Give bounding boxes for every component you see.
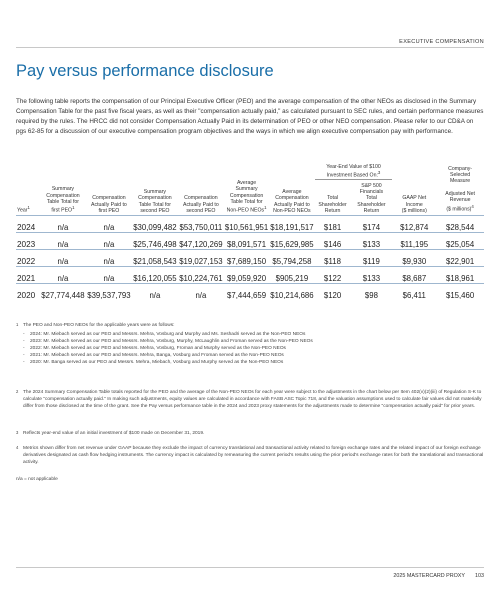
list-item: - 2021: Mr. Miebach served as our PEO and Messrs. Mehra, Banga, Vosburg and Froman served as the Non-PEO NEOs [23, 352, 486, 359]
header-tsr: Total Shareholder Return [318, 195, 347, 215]
table-cell: $122 [315, 266, 351, 283]
header-gaap-net-income: GAAP Net Income ($ millions) [401, 195, 427, 215]
table-row [16, 249, 484, 266]
table-cell: $8,091,571 [224, 232, 269, 249]
table-cell: $905,219 [269, 266, 314, 283]
na-note: n/a = not applicable [16, 477, 58, 482]
footer-divider [16, 567, 484, 568]
header-adjusted-net-revenue: Company- Selected Measure Adjusted Net Revenue ($ millions)$^4$ [445, 165, 475, 213]
table-cell: n/a [86, 232, 132, 249]
table-cell: $11,195 [392, 232, 436, 249]
table-cell: $25,054 [436, 232, 484, 249]
table-cell: $10,561,951 [224, 215, 269, 232]
table-cell: n/a [86, 266, 132, 283]
page-number: 103 [475, 573, 484, 579]
footnote-1: 1 The PEO and Non-PEO NEOs for the applicable years were as follows: - 2024: Mr. Miebach served as our PEO and Messrs. Mehra, Vosburg and Murphy and Ms. Seshadri served as the Non-PEO NEOs - 2023: Mr. Miebach served as our PEO and Messrs. Mehra, Vosburg, Murphy, McLaughlin and Froman served as the Non-PEO NEOs - 2022: Mr. Miebach served as our PEO and Messrs. Mehra, Vosburg, Froman and Murphy served as the Non-PEO NEOs - 2021: Mr. Miebach served as our PEO and Messrs. Mehra, Banga, Vosburg and Froman served as the Non-PEO NEOs - 2020: Mr. Banga served as our PEO and Messrs. Mehra, Miebach, Vosburg and Murphy served as the Non-PEO NEOs [16, 322, 486, 367]
table-cell-year: 2023 [16, 232, 40, 249]
header-year: Year$^1$ [17, 205, 30, 215]
table-cell: $27,774,448 [40, 283, 86, 300]
table-cell: $133 [351, 266, 393, 283]
table-cell: n/a [86, 215, 132, 232]
table-cell: $47,120,269 [178, 232, 224, 249]
table-cell: $9,059,920 [224, 266, 269, 283]
table-row [16, 266, 484, 283]
table-cell: $6,411 [392, 283, 436, 300]
footnote-2: 2 The 2024 Summary Compensation Table totals reported for the PEO and the average of the Non-PEO NEOs for each year were subject to the adjustments in the chart below per Item 402(v)(2)(iii) of Regulation S-K to calculate "compensation actually paid." In making such adjustments, equity values are calculated in accordance with FASB ASC Topic 718, and the valuation assumptions used to calculate fair values did not materially differ from those disclosed at the time of the grant. See the Pay versus performance table in the 2024 and 2023 proxy statements for the adjustments made to determine "compensation actually paid" for prior years. [16, 389, 482, 410]
intro-paragraph: The following table reports the compensation of our Principal Executive Officer (PEO) and the average compensation of the other NEOs as disclosed in the Summary Compensation Table for the past five fiscal years, as well as their "compensation actually paid," as calculated pursuant to SEC rules, and certain performance measures required by the rules. The HRCC did not consider Compensation Actually Paid in its determination of PEO or other NEO compensation. Please refer to our CD&A on pgs 62-85 for a discussion of our executive compensation program objectives and the ways in which we align executive compensation pay with performance. [16, 98, 484, 136]
header-divider [16, 47, 484, 48]
table-cell: $19,027,153 [178, 249, 224, 266]
table-cell: $30,099,482 [132, 215, 178, 232]
list-item: - 2020: Mr. Banga served as our PEO and Messrs. Mehra, Miebach, Vosburg and Murphy served as the Non-PEO NEOs [23, 359, 486, 366]
table-cell: $119 [351, 249, 393, 266]
table-cell: $53,750,011 [178, 215, 224, 232]
table-cell: $133 [351, 232, 393, 249]
footnote-4: 4 Metrics shown differ from net revenue under GAAP because they exclude the impact of currency translational and transactional activity related to foreign exchange rates and the related impact of our foreign exchange derivatives designated as cash flow hedging instruments. The currency impact is calculated by remeasuring the current period's results using the prior period's exchange rates for both the translational and transactional activity. [16, 445, 484, 466]
table-cell: $181 [315, 215, 351, 232]
footnote-3: 3 Reflects year-end value of an initial investment of $100 made on December 31, 2019. [16, 430, 205, 436]
table-cell: $28,544 [436, 215, 484, 232]
table-row [16, 215, 484, 232]
table-cell: $39,537,793 [86, 283, 132, 300]
table-cell-year: 2024 [16, 215, 40, 232]
table-cell: n/a [40, 215, 86, 232]
pay-versus-performance-table [16, 164, 484, 300]
tsr-group-header: Year-End Value of $100 Investment Based On:$^3$ [315, 164, 393, 180]
table-cell: n/a [40, 266, 86, 283]
footnote-1-list [23, 331, 486, 366]
table-cell: n/a [86, 249, 132, 266]
table-cell: $5,794,258 [269, 249, 314, 266]
table-cell: $18,961 [436, 266, 484, 283]
table-cell: $25,746,498 [132, 232, 178, 249]
table-cell: $10,214,686 [269, 283, 314, 300]
table-cell: $7,444,659 [224, 283, 269, 300]
table-cell: $174 [351, 215, 393, 232]
table-row [16, 283, 484, 300]
table-cell: $16,120,055 [132, 266, 178, 283]
list-item: - 2024: Mr. Miebach served as our PEO and Messrs. Mehra, Vosburg and Murphy and Ms. Seshadri served as the Non-PEO NEOs [23, 331, 486, 338]
table-cell: $10,224,761 [178, 266, 224, 283]
table-cell-year: 2021 [16, 266, 40, 283]
table-cell: $21,058,543 [132, 249, 178, 266]
table-header-row [16, 180, 484, 215]
table-cell: $15,629,985 [269, 232, 314, 249]
table-cell-year: 2022 [16, 249, 40, 266]
page-footer [393, 573, 484, 579]
table-cell: $98 [351, 283, 393, 300]
header-avg-cap-neo: Average Compensation Actually Paid to Non-PEO NEOs [273, 188, 311, 215]
list-item: - 2023: Mr. Miebach served as our PEO and Messrs. Mehra, Vosburg, Murphy, McLaughlin and Froman served as the Non-PEO NEOs [23, 338, 486, 345]
header-cap-first-peo: Compensation Actually Paid to first PEO [91, 195, 127, 215]
table-cell: $8,687 [392, 266, 436, 283]
header-sct-second-peo: Summary Compensation Table Total for second PEO [138, 188, 172, 215]
section-label: EXECUTIVE COMPENSATION [399, 39, 484, 45]
table-cell: $7,689,150 [224, 249, 269, 266]
header-cap-second-peo: Compensation Actually Paid to second PEO [183, 195, 219, 215]
table-cell: $15,460 [436, 283, 484, 300]
table-cell: $12,874 [392, 215, 436, 232]
table-cell: $118 [315, 249, 351, 266]
table-cell-year: 2020 [16, 283, 40, 300]
table-cell: n/a [178, 283, 224, 300]
table-group-header-row [16, 164, 484, 180]
table-cell: $18,191,517 [269, 215, 314, 232]
table-cell: $120 [315, 283, 351, 300]
table-cell: $22,901 [436, 249, 484, 266]
table-row [16, 232, 484, 249]
table-cell: n/a [40, 249, 86, 266]
table-cell: $146 [315, 232, 351, 249]
page-title: Pay versus performance disclosure [16, 62, 274, 80]
table-cell: n/a [40, 232, 86, 249]
list-item: - 2022: Mr. Miebach served as our PEO and Messrs. Mehra, Vosburg, Froman and Murphy served as the Non-PEO NEOs [23, 345, 486, 352]
table-cell: $9,930 [392, 249, 436, 266]
header-sct-first-peo: Summary Compensation Table Total for first PEO$^1$ [46, 186, 80, 215]
footer-doc-name: 2025 MASTERCARD PROXY [393, 573, 465, 579]
header-avg-sct-neo: Average Summary Compensation Table Total for Non-PEO NEOs$^1$ [226, 179, 267, 215]
table-cell: n/a [132, 283, 178, 300]
header-sp500-tsr: S&P 500 Financials Total Shareholder Return [357, 182, 386, 215]
